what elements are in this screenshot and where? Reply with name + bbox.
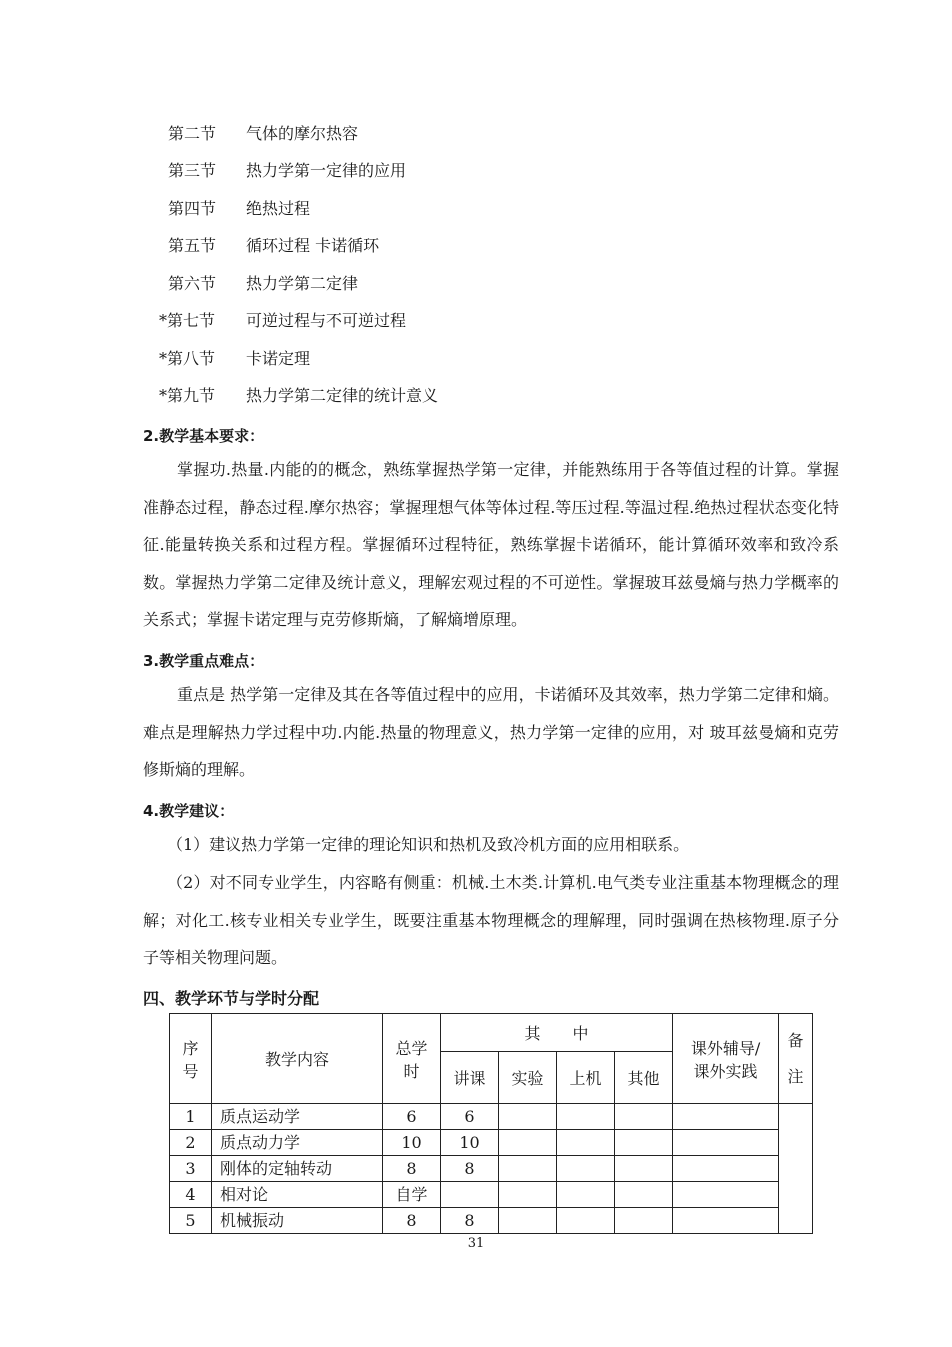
section-title: 卡诺定理 (246, 349, 311, 368)
row-content: 刚体的定轴转动 (212, 1156, 383, 1182)
allocation-heading: 四、教学环节与学时分配 (143, 989, 320, 1008)
header-note-line1: 备 (787, 1030, 804, 1050)
requirements-heading: 2.教学基本要求： (143, 427, 265, 445)
row-content: 相对论 (212, 1182, 383, 1208)
row-content: 机械振动 (212, 1208, 383, 1234)
row-seq: 4 (170, 1182, 212, 1208)
row-other (615, 1182, 673, 1208)
header-extra (673, 1014, 779, 1104)
table-row (170, 1130, 813, 1156)
section-item (168, 124, 358, 144)
key-points-heading: 3.教学重点难点： (143, 652, 265, 670)
row-note (779, 1104, 813, 1234)
section-item (168, 274, 358, 294)
section-number: 第五节 (168, 236, 217, 255)
header-note (779, 1014, 813, 1104)
row-seq: 5 (170, 1208, 212, 1234)
section-item (159, 349, 311, 369)
section-item (159, 386, 439, 406)
row-total: 8 (383, 1208, 441, 1234)
requirements-text: 掌握功.热量.内能的的概念，熟练掌握热学第一定律，并能熟练用于各等值过程的计算。掌握准静态过程，静态过程.摩尔热容；掌握理想气体等体过程.等压过程.等温过程.绝热过程状态变化特征.能量转换关系和过程方程。掌握循环过程特征，熟练掌握卡诺循环，能计算循环效率和致冷系数。掌握热力学第二定律及统计意义，理解宏观过程的不可逆性。掌握玻耳兹曼熵与热力学概率的关系式；掌握卡诺定理与克劳修斯熵，了解熵增原理。 (143, 460, 839, 629)
row-extra (673, 1208, 779, 1234)
section-item (168, 199, 310, 219)
header-hours-line1: 总学 (395, 1038, 428, 1058)
section-item (159, 311, 407, 331)
row-other (615, 1104, 673, 1130)
row-computer (557, 1182, 615, 1208)
section-title: 可逆过程与不可逆过程 (246, 311, 407, 330)
row-extra (673, 1130, 779, 1156)
row-lecture: 6 (441, 1104, 499, 1130)
row-seq: 2 (170, 1130, 212, 1156)
header-total-hours (383, 1014, 441, 1104)
row-computer (557, 1104, 615, 1130)
row-lab (499, 1104, 557, 1130)
header-content: 教学内容 (212, 1014, 383, 1104)
row-other (615, 1208, 673, 1234)
section-item (168, 161, 406, 181)
page-number: 31 (467, 1236, 485, 1251)
section-title: 绝热过程 (246, 199, 311, 218)
header-seq (170, 1014, 212, 1104)
section-number: *第九节 (159, 386, 216, 405)
row-other (615, 1130, 673, 1156)
section-item (168, 236, 379, 256)
row-total: 10 (383, 1130, 441, 1156)
section-number: 第二节 (168, 124, 217, 143)
row-seq: 1 (170, 1104, 212, 1130)
allocation-table (169, 1013, 813, 1234)
row-extra (673, 1104, 779, 1130)
row-lecture: 8 (441, 1208, 499, 1234)
row-extra (673, 1156, 779, 1182)
header-lab: 实验 (499, 1052, 557, 1104)
row-computer (557, 1156, 615, 1182)
header-extra-line2: 课外实践 (693, 1061, 758, 1081)
row-content: 质点动力学 (212, 1130, 383, 1156)
header-lecture: 讲课 (441, 1052, 499, 1104)
row-lecture: 10 (441, 1130, 499, 1156)
header-hours-line2: 时 (403, 1061, 420, 1081)
row-computer (557, 1208, 615, 1234)
advice-item-2: （2）对不同专业学生，内容略有侧重：机械.土木类.计算机.电气类专业注重基本物理概念的理解；对化工.核专业相关专业学生，既要注重基本物理概念的理解理，同时强调在热核物理.原子分子等相关物理问题。 (143, 873, 839, 967)
header-among: 其 中 (441, 1014, 673, 1052)
section-title: 气体的摩尔热容 (246, 124, 359, 143)
row-computer (557, 1130, 615, 1156)
section-title: 热力学第二定律的统计意义 (246, 386, 439, 405)
header-computer: 上机 (557, 1052, 615, 1104)
key-points-text: 重点是 热学第一定律及其在各等值过程中的应用，卡诺循环及其效率，热力学第二定律和熵。难点是理解热力学过程中功.内能.热量的物理意义，热力学第一定律的应用，对 玻耳兹曼熵和克劳修斯熵的理解。 (143, 685, 839, 779)
section-title: 热力学第一定律的应用 (246, 161, 407, 180)
section-title: 循环过程 卡诺循环 (246, 236, 380, 255)
section-number: 第四节 (168, 199, 217, 218)
section-number: *第七节 (159, 311, 216, 330)
table-row (170, 1208, 813, 1234)
row-total: 8 (383, 1156, 441, 1182)
table-row (170, 1156, 813, 1182)
section-number: 第三节 (168, 161, 217, 180)
header-other: 其他 (615, 1052, 673, 1104)
row-lab (499, 1208, 557, 1234)
header-note-line2: 注 (787, 1066, 804, 1086)
section-number: 第六节 (168, 274, 217, 293)
row-extra (673, 1182, 779, 1208)
section-title: 热力学第二定律 (246, 274, 359, 293)
header-extra-line1: 课外辅导/ (690, 1038, 761, 1058)
row-lab (499, 1182, 557, 1208)
row-content: 质点运动学 (212, 1104, 383, 1130)
row-lecture: 8 (441, 1156, 499, 1182)
row-lab (499, 1156, 557, 1182)
row-total: 自学 (383, 1182, 441, 1208)
header-seq-line2: 号 (182, 1061, 199, 1081)
table-row (170, 1182, 813, 1208)
table-row (170, 1104, 813, 1130)
section-number: *第八节 (159, 349, 216, 368)
row-other (615, 1156, 673, 1182)
row-total: 6 (383, 1104, 441, 1130)
row-seq: 3 (170, 1156, 212, 1182)
row-lecture (441, 1182, 499, 1208)
row-lab (499, 1130, 557, 1156)
advice-heading: 4.教学建议： (143, 802, 235, 820)
advice-item-1: （1）建议热力学第一定律的理论知识和热机及致冷机方面的应用相联系。 (167, 835, 690, 854)
header-seq-line1: 序 (182, 1038, 199, 1058)
